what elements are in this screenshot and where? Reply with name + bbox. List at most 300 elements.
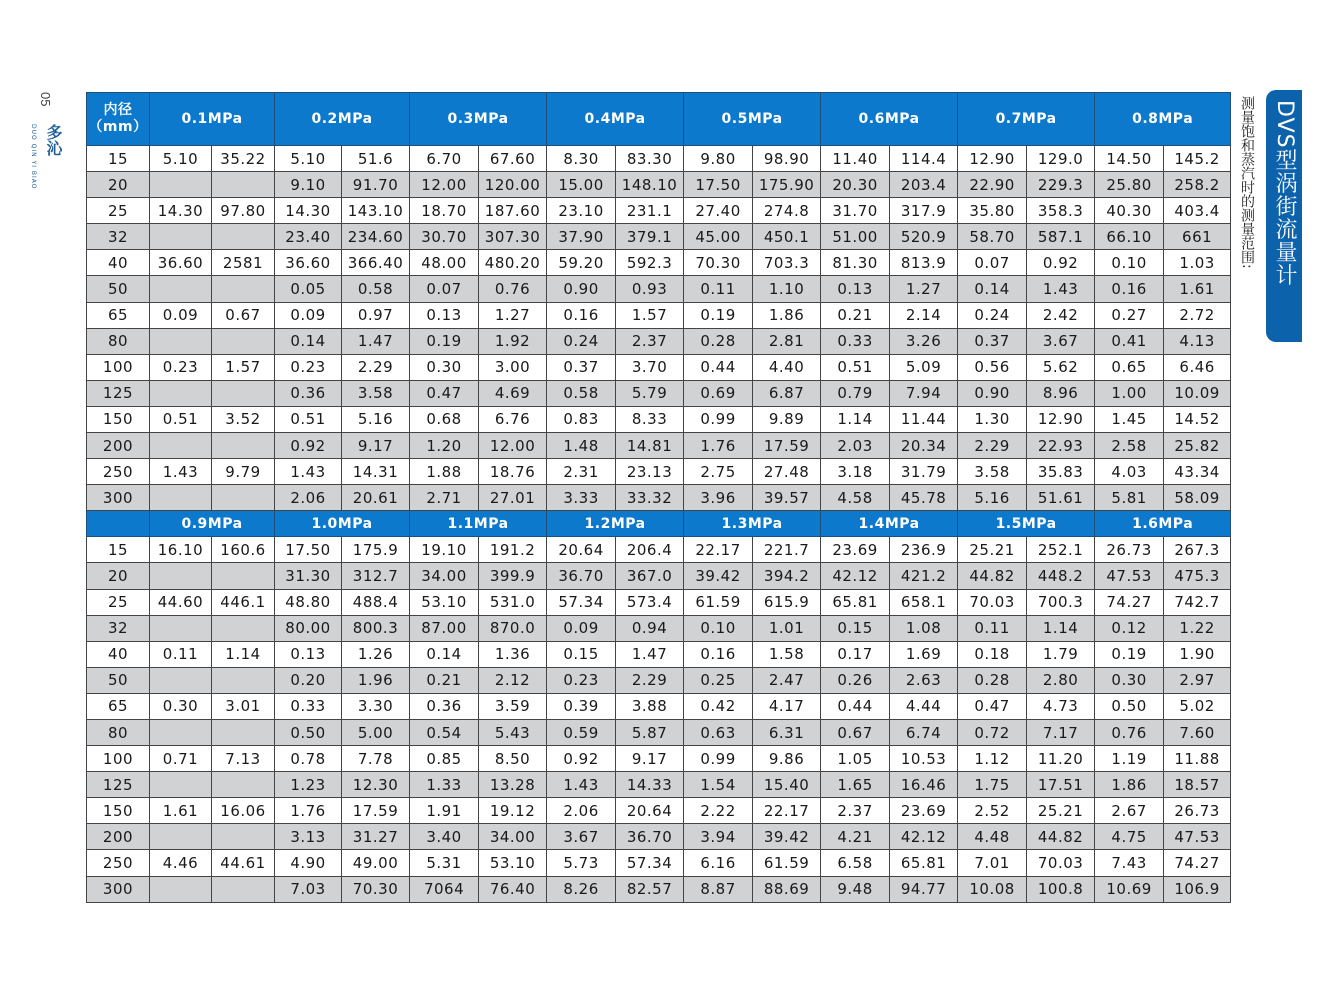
flow-value-cell: 1.10 — [753, 276, 821, 302]
flow-value-cell — [150, 172, 212, 198]
flow-value-cell: 0.24 — [547, 328, 616, 354]
flow-value-cell: 0.12 — [1095, 615, 1164, 641]
brand-logo-chinese: 多沁 — [44, 124, 63, 156]
flow-value-cell — [212, 876, 275, 902]
flow-value-cell: 74.27 — [1164, 850, 1231, 876]
flow-value-cell: 0.50 — [1095, 693, 1164, 719]
flow-value-cell: 1.30 — [958, 406, 1027, 432]
flow-value-cell: 1.23 — [275, 772, 342, 798]
flow-value-cell: 1.86 — [753, 302, 821, 328]
flow-value-cell: 143.10 — [342, 198, 410, 224]
flow-value-cell: 17.50 — [684, 172, 753, 198]
flow-value-cell: 9.17 — [616, 746, 684, 772]
flow-value-cell: 0.07 — [958, 250, 1027, 276]
flow-value-cell: 0.37 — [958, 328, 1027, 354]
flow-value-cell: 1.96 — [342, 667, 410, 693]
flow-value-cell: 4.58 — [821, 485, 890, 511]
table-row — [87, 746, 1231, 772]
flow-value-cell: 65.81 — [821, 589, 890, 615]
flow-value-cell: 450.1 — [753, 224, 821, 250]
flow-value-cell: 0.05 — [275, 276, 342, 302]
flow-value-cell: 31.27 — [342, 824, 410, 850]
flow-value-cell: 3.00 — [479, 354, 547, 380]
flow-value-cell: 9.89 — [753, 406, 821, 432]
table-row — [87, 537, 1231, 563]
flow-value-cell: 3.52 — [212, 406, 275, 432]
table1-header-row — [87, 93, 1231, 146]
flow-value-cell: 19.12 — [479, 798, 547, 824]
flow-value-cell: 0.30 — [150, 693, 212, 719]
flow-value-cell: 23.69 — [890, 798, 958, 824]
flow-value-cell: 0.20 — [275, 667, 342, 693]
flow-value-cell: 1.43 — [1027, 276, 1095, 302]
flow-value-cell: 27.48 — [753, 459, 821, 485]
flow-value-cell: 1.54 — [684, 772, 753, 798]
flow-value-cell: 0.83 — [547, 406, 616, 432]
flow-value-cell: 4.17 — [753, 693, 821, 719]
flow-value-cell: 2.29 — [616, 667, 684, 693]
table-row — [87, 433, 1231, 459]
flow-value-cell: 0.92 — [1027, 250, 1095, 276]
flow-value-cell: 0.09 — [275, 302, 342, 328]
flow-value-cell: 3.67 — [547, 824, 616, 850]
flow-value-cell: 3.67 — [1027, 328, 1095, 354]
flow-value-cell: 2.22 — [684, 798, 753, 824]
flow-value-cell: 0.24 — [958, 302, 1027, 328]
flow-value-cell: 1.19 — [1095, 746, 1164, 772]
flow-value-cell: 51.00 — [821, 224, 890, 250]
flow-value-cell: 22.17 — [684, 537, 753, 563]
flow-value-cell: 1.43 — [275, 459, 342, 485]
page-title: DVS型涡街流量计 — [1272, 100, 1297, 287]
flow-value-cell: 234.60 — [342, 224, 410, 250]
diameter-cell: 300 — [87, 485, 150, 511]
flow-value-cell: 25.21 — [958, 537, 1027, 563]
flow-value-cell: 0.59 — [547, 719, 616, 745]
flow-value-cell: 17.51 — [1027, 772, 1095, 798]
flow-value-cell: 8.50 — [479, 746, 547, 772]
table2-body — [87, 537, 1231, 902]
table1-body — [87, 146, 1231, 511]
flow-value-cell: 258.2 — [1164, 172, 1231, 198]
flow-value-cell: 0.36 — [275, 380, 342, 406]
pressure-header: 1.5MPa — [958, 511, 1095, 537]
flow-value-cell: 25.21 — [1027, 798, 1095, 824]
flow-value-cell: 0.50 — [275, 719, 342, 745]
flow-value-cell: 31.30 — [275, 563, 342, 589]
flow-value-cell: 592.3 — [616, 250, 684, 276]
flow-value-cell: 1.61 — [150, 798, 212, 824]
flow-value-cell: 70.03 — [1027, 850, 1095, 876]
flow-value-cell: 0.14 — [410, 641, 479, 667]
flow-value-cell: 0.47 — [410, 380, 479, 406]
flow-value-cell: 67.60 — [479, 146, 547, 172]
flow-value-cell: 0.23 — [547, 667, 616, 693]
flow-value-cell: 1.90 — [1164, 641, 1231, 667]
flow-value-cell: 307.30 — [479, 224, 547, 250]
flow-value-cell: 7.78 — [342, 746, 410, 772]
flow-value-cell: 16.06 — [212, 798, 275, 824]
flow-value-cell: 6.70 — [410, 146, 479, 172]
flow-value-cell: 2.58 — [1095, 433, 1164, 459]
flow-value-cell: 229.3 — [1027, 172, 1095, 198]
flow-value-cell: 22.90 — [958, 172, 1027, 198]
flow-value-cell: 33.32 — [616, 485, 684, 511]
flow-value-cell: 0.76 — [479, 276, 547, 302]
table-row — [87, 172, 1231, 198]
flow-value-cell: 1.22 — [1164, 615, 1231, 641]
flow-value-cell: 23.69 — [821, 537, 890, 563]
flow-value-cell: 0.13 — [821, 276, 890, 302]
flow-value-cell: 3.26 — [890, 328, 958, 354]
flow-value-cell: 274.8 — [753, 198, 821, 224]
flow-value-cell: 0.76 — [1095, 719, 1164, 745]
flow-value-cell: 2.12 — [479, 667, 547, 693]
flow-value-cell: 0.10 — [1095, 250, 1164, 276]
flow-value-cell: 2.80 — [1027, 667, 1095, 693]
flow-value-cell: 0.16 — [547, 302, 616, 328]
flow-value-cell: 0.10 — [684, 615, 753, 641]
flow-value-cell: 1.33 — [410, 772, 479, 798]
flow-value-cell: 0.85 — [410, 746, 479, 772]
diameter-cell: 80 — [87, 328, 150, 354]
flow-value-cell: 3.88 — [616, 693, 684, 719]
flow-value-cell: 448.2 — [1027, 563, 1095, 589]
diameter-cell: 40 — [87, 250, 150, 276]
flow-value-cell: 446.1 — [212, 589, 275, 615]
flow-value-cell: 0.67 — [212, 302, 275, 328]
flow-value-cell: 10.09 — [1164, 380, 1231, 406]
flow-value-cell: 6.87 — [753, 380, 821, 406]
table-row — [87, 276, 1231, 302]
diameter-cell: 40 — [87, 641, 150, 667]
flow-value-cell: 40.30 — [1095, 198, 1164, 224]
flow-value-cell: 191.2 — [479, 537, 547, 563]
flow-value-cell: 0.16 — [1095, 276, 1164, 302]
flow-value-cell: 1.27 — [890, 276, 958, 302]
flow-value-cell: 61.59 — [753, 850, 821, 876]
diameter-cell: 250 — [87, 459, 150, 485]
flow-value-cell — [150, 615, 212, 641]
flow-value-cell: 26.73 — [1095, 537, 1164, 563]
flow-value-cell: 312.7 — [342, 563, 410, 589]
page-number: 05 — [38, 92, 53, 107]
pressure-header: 0.7MPa — [958, 93, 1095, 146]
flow-value-cell: 0.47 — [958, 693, 1027, 719]
table-row — [87, 406, 1231, 432]
diameter-cell: 200 — [87, 824, 150, 850]
flow-value-cell: 23.10 — [547, 198, 616, 224]
flow-value-cell: 20.34 — [890, 433, 958, 459]
table-row — [87, 354, 1231, 380]
flow-value-cell: 12.90 — [958, 146, 1027, 172]
flow-value-cell: 45.78 — [890, 485, 958, 511]
flow-value-cell: 76.40 — [479, 876, 547, 902]
flow-value-cell: 57.34 — [616, 850, 684, 876]
flow-value-cell: 7.94 — [890, 380, 958, 406]
flow-value-cell: 4.48 — [958, 824, 1027, 850]
flow-value-cell: 1.76 — [684, 433, 753, 459]
flow-value-cell: 800.3 — [342, 615, 410, 641]
flow-value-cell: 42.12 — [821, 563, 890, 589]
flow-value-cell: 36.70 — [547, 563, 616, 589]
table-row — [87, 850, 1231, 876]
pressure-header: 1.1MPa — [410, 511, 547, 537]
flow-value-cell: 1.12 — [958, 746, 1027, 772]
table2-header-row — [87, 511, 1231, 537]
flow-value-cell: 5.16 — [958, 485, 1027, 511]
flow-value-cell: 0.33 — [821, 328, 890, 354]
flow-value-cell: 148.10 — [616, 172, 684, 198]
flow-value-cell: 0.51 — [275, 406, 342, 432]
flow-value-cell: 3.59 — [479, 693, 547, 719]
flow-value-cell — [212, 224, 275, 250]
flow-value-cell: 27.40 — [684, 198, 753, 224]
flow-value-cell: 742.7 — [1164, 589, 1231, 615]
flow-value-cell — [212, 615, 275, 641]
flow-value-cell: 366.40 — [342, 250, 410, 276]
flow-value-cell: 20.30 — [821, 172, 890, 198]
flow-value-cell: 0.16 — [684, 641, 753, 667]
flow-value-cell — [150, 328, 212, 354]
brand-logo-pinyin: DUO QIN YI BIAO — [30, 124, 37, 190]
flow-value-cell: 2.97 — [1164, 667, 1231, 693]
flow-value-cell: 23.13 — [616, 459, 684, 485]
flow-value-cell: 31.70 — [821, 198, 890, 224]
flow-value-cell: 70.03 — [958, 589, 1027, 615]
flow-value-cell: 14.50 — [1095, 146, 1164, 172]
flow-value-cell: 0.07 — [410, 276, 479, 302]
diameter-cell: 125 — [87, 772, 150, 798]
flow-value-cell: 0.14 — [958, 276, 1027, 302]
flow-value-cell: 12.00 — [479, 433, 547, 459]
flow-value-cell: 1.61 — [1164, 276, 1231, 302]
flow-value-cell: 1.91 — [410, 798, 479, 824]
flow-value-cell: 4.03 — [1095, 459, 1164, 485]
table-row — [87, 146, 1231, 172]
flow-value-cell: 2.37 — [616, 328, 684, 354]
flow-value-cell: 0.92 — [547, 746, 616, 772]
table-row — [87, 485, 1231, 511]
pressure-header: 1.4MPa — [821, 511, 958, 537]
diameter-cell: 15 — [87, 146, 150, 172]
table-row — [87, 380, 1231, 406]
flow-value-cell: 3.18 — [821, 459, 890, 485]
flow-value-cell: 44.82 — [1027, 824, 1095, 850]
flow-value-cell: 5.43 — [479, 719, 547, 745]
flow-value-cell: 1.20 — [410, 433, 479, 459]
flow-value-cell: 394.2 — [753, 563, 821, 589]
flow-value-cell — [150, 719, 212, 745]
flow-value-cell — [212, 433, 275, 459]
flow-value-cell: 12.90 — [1027, 406, 1095, 432]
flow-value-cell: 0.41 — [1095, 328, 1164, 354]
flow-value-cell: 19.10 — [410, 537, 479, 563]
flow-value-cell: 61.59 — [684, 589, 753, 615]
flow-value-cell: 252.1 — [1027, 537, 1095, 563]
flow-range-table — [86, 92, 1231, 903]
flow-value-cell: 91.70 — [342, 172, 410, 198]
flow-value-cell: 0.14 — [275, 328, 342, 354]
flow-value-cell: 3.30 — [342, 693, 410, 719]
flow-value-cell: 65.81 — [890, 850, 958, 876]
flow-value-cell: 3.70 — [616, 354, 684, 380]
diameter-cell: 125 — [87, 380, 150, 406]
flow-value-cell: 18.76 — [479, 459, 547, 485]
flow-value-cell: 13.28 — [479, 772, 547, 798]
table-row — [87, 328, 1231, 354]
table-row — [87, 302, 1231, 328]
flow-value-cell: 5.09 — [890, 354, 958, 380]
flow-value-cell: 14.30 — [275, 198, 342, 224]
flow-value-cell: 16.46 — [890, 772, 958, 798]
flow-value-cell: 7.13 — [212, 746, 275, 772]
flow-value-cell: 35.80 — [958, 198, 1027, 224]
flow-value-cell: 0.30 — [1095, 667, 1164, 693]
flow-value-cell: 587.1 — [1027, 224, 1095, 250]
flow-value-cell: 66.10 — [1095, 224, 1164, 250]
flow-value-cell: 6.31 — [753, 719, 821, 745]
flow-value-cell: 14.30 — [150, 198, 212, 224]
flow-value-cell: 1.45 — [1095, 406, 1164, 432]
flow-value-cell: 206.4 — [616, 537, 684, 563]
flow-value-cell: 14.31 — [342, 459, 410, 485]
flow-value-cell — [150, 380, 212, 406]
flow-value-cell: 1.27 — [479, 302, 547, 328]
table-row — [87, 589, 1231, 615]
flow-value-cell: 0.13 — [410, 302, 479, 328]
flow-value-cell: 36.60 — [275, 250, 342, 276]
flow-value-cell: 15.00 — [547, 172, 616, 198]
flow-value-cell: 403.4 — [1164, 198, 1231, 224]
flow-value-cell: 236.9 — [890, 537, 958, 563]
diameter-cell: 300 — [87, 876, 150, 902]
flow-value-cell: 49.00 — [342, 850, 410, 876]
flow-value-cell: 8.26 — [547, 876, 616, 902]
flow-value-cell: 1.88 — [410, 459, 479, 485]
flow-value-cell: 1.00 — [1095, 380, 1164, 406]
flow-value-cell: 7064 — [410, 876, 479, 902]
flow-value-cell: 317.9 — [890, 198, 958, 224]
flow-value-cell: 5.87 — [616, 719, 684, 745]
diameter-header — [87, 93, 150, 146]
flow-value-cell: 0.19 — [1095, 641, 1164, 667]
flow-value-cell: 30.70 — [410, 224, 479, 250]
flow-value-cell: 48.80 — [275, 589, 342, 615]
flow-value-cell: 114.4 — [890, 146, 958, 172]
diameter-cell: 150 — [87, 406, 150, 432]
flow-value-cell: 661 — [1164, 224, 1231, 250]
diameter-cell: 32 — [87, 224, 150, 250]
flow-value-cell: 12.00 — [410, 172, 479, 198]
flow-value-cell: 0.44 — [821, 693, 890, 719]
flow-value-cell: 0.92 — [275, 433, 342, 459]
flow-value-cell: 5.10 — [275, 146, 342, 172]
flow-value-cell: 17.59 — [342, 798, 410, 824]
pressure-header: 0.1MPa — [150, 93, 275, 146]
flow-value-cell: 20.64 — [547, 537, 616, 563]
flow-value-cell: 6.76 — [479, 406, 547, 432]
flow-value-cell — [212, 485, 275, 511]
flow-value-cell: 11.44 — [890, 406, 958, 432]
flow-value-cell: 10.69 — [1095, 876, 1164, 902]
pressure-header: 1.3MPa — [684, 511, 821, 537]
diameter-cell: 50 — [87, 276, 150, 302]
diameter-cell: 100 — [87, 746, 150, 772]
flow-value-cell: 0.65 — [1095, 354, 1164, 380]
flow-value-cell: 9.48 — [821, 876, 890, 902]
flow-value-cell: 34.00 — [410, 563, 479, 589]
diameter-cell: 25 — [87, 589, 150, 615]
flow-value-cell: 39.42 — [684, 563, 753, 589]
flow-value-cell: 0.71 — [150, 746, 212, 772]
flow-value-cell: 0.15 — [547, 641, 616, 667]
flow-value-cell: 1.14 — [821, 406, 890, 432]
flow-value-cell: 4.75 — [1095, 824, 1164, 850]
table-row — [87, 772, 1231, 798]
flow-value-cell: 3.58 — [958, 459, 1027, 485]
flow-value-cell: 5.10 — [150, 146, 212, 172]
flow-value-cell: 160.6 — [212, 537, 275, 563]
table-row — [87, 198, 1231, 224]
flow-value-cell: 1.43 — [150, 459, 212, 485]
flow-value-cell: 2.81 — [753, 328, 821, 354]
flow-value-cell — [212, 667, 275, 693]
flow-value-cell: 0.51 — [150, 406, 212, 432]
flow-value-cell: 2.14 — [890, 302, 958, 328]
flow-value-cell — [212, 772, 275, 798]
flow-value-cell: 58.09 — [1164, 485, 1231, 511]
flow-value-cell: 37.90 — [547, 224, 616, 250]
flow-value-cell: 94.77 — [890, 876, 958, 902]
flow-value-cell: 0.23 — [275, 354, 342, 380]
table-row — [87, 824, 1231, 850]
flow-value-cell — [150, 433, 212, 459]
diameter-cell: 32 — [87, 615, 150, 641]
flow-value-cell: 2.37 — [821, 798, 890, 824]
diameter-cell: 200 — [87, 433, 150, 459]
flow-value-cell: 6.74 — [890, 719, 958, 745]
flow-value-cell — [212, 719, 275, 745]
flow-value-cell: 15.40 — [753, 772, 821, 798]
flow-value-cell: 5.16 — [342, 406, 410, 432]
flow-value-cell: 2.03 — [821, 433, 890, 459]
flow-value-cell: 0.33 — [275, 693, 342, 719]
flow-value-cell: 80.00 — [275, 615, 342, 641]
flow-value-cell: 47.53 — [1095, 563, 1164, 589]
flow-value-cell: 44.61 — [212, 850, 275, 876]
flow-value-cell: 520.9 — [890, 224, 958, 250]
flow-value-cell: 421.2 — [890, 563, 958, 589]
flow-value-cell: 9.10 — [275, 172, 342, 198]
flow-value-cell: 6.58 — [821, 850, 890, 876]
flow-value-cell: 14.52 — [1164, 406, 1231, 432]
flow-value-cell: 36.70 — [616, 824, 684, 850]
flow-value-cell: 4.46 — [150, 850, 212, 876]
flow-value-cell: 0.90 — [547, 276, 616, 302]
flow-value-cell: 1.43 — [547, 772, 616, 798]
flow-value-cell: 0.37 — [547, 354, 616, 380]
flow-value-cell: 4.44 — [890, 693, 958, 719]
flow-value-cell: 5.79 — [616, 380, 684, 406]
flow-value-cell: 1.05 — [821, 746, 890, 772]
flow-value-cell: 3.94 — [684, 824, 753, 850]
diameter-cell: 100 — [87, 354, 150, 380]
flow-value-cell: 0.18 — [958, 641, 1027, 667]
flow-value-cell: 175.9 — [342, 537, 410, 563]
flow-value-cell: 129.0 — [1027, 146, 1095, 172]
flow-value-cell: 2.75 — [684, 459, 753, 485]
